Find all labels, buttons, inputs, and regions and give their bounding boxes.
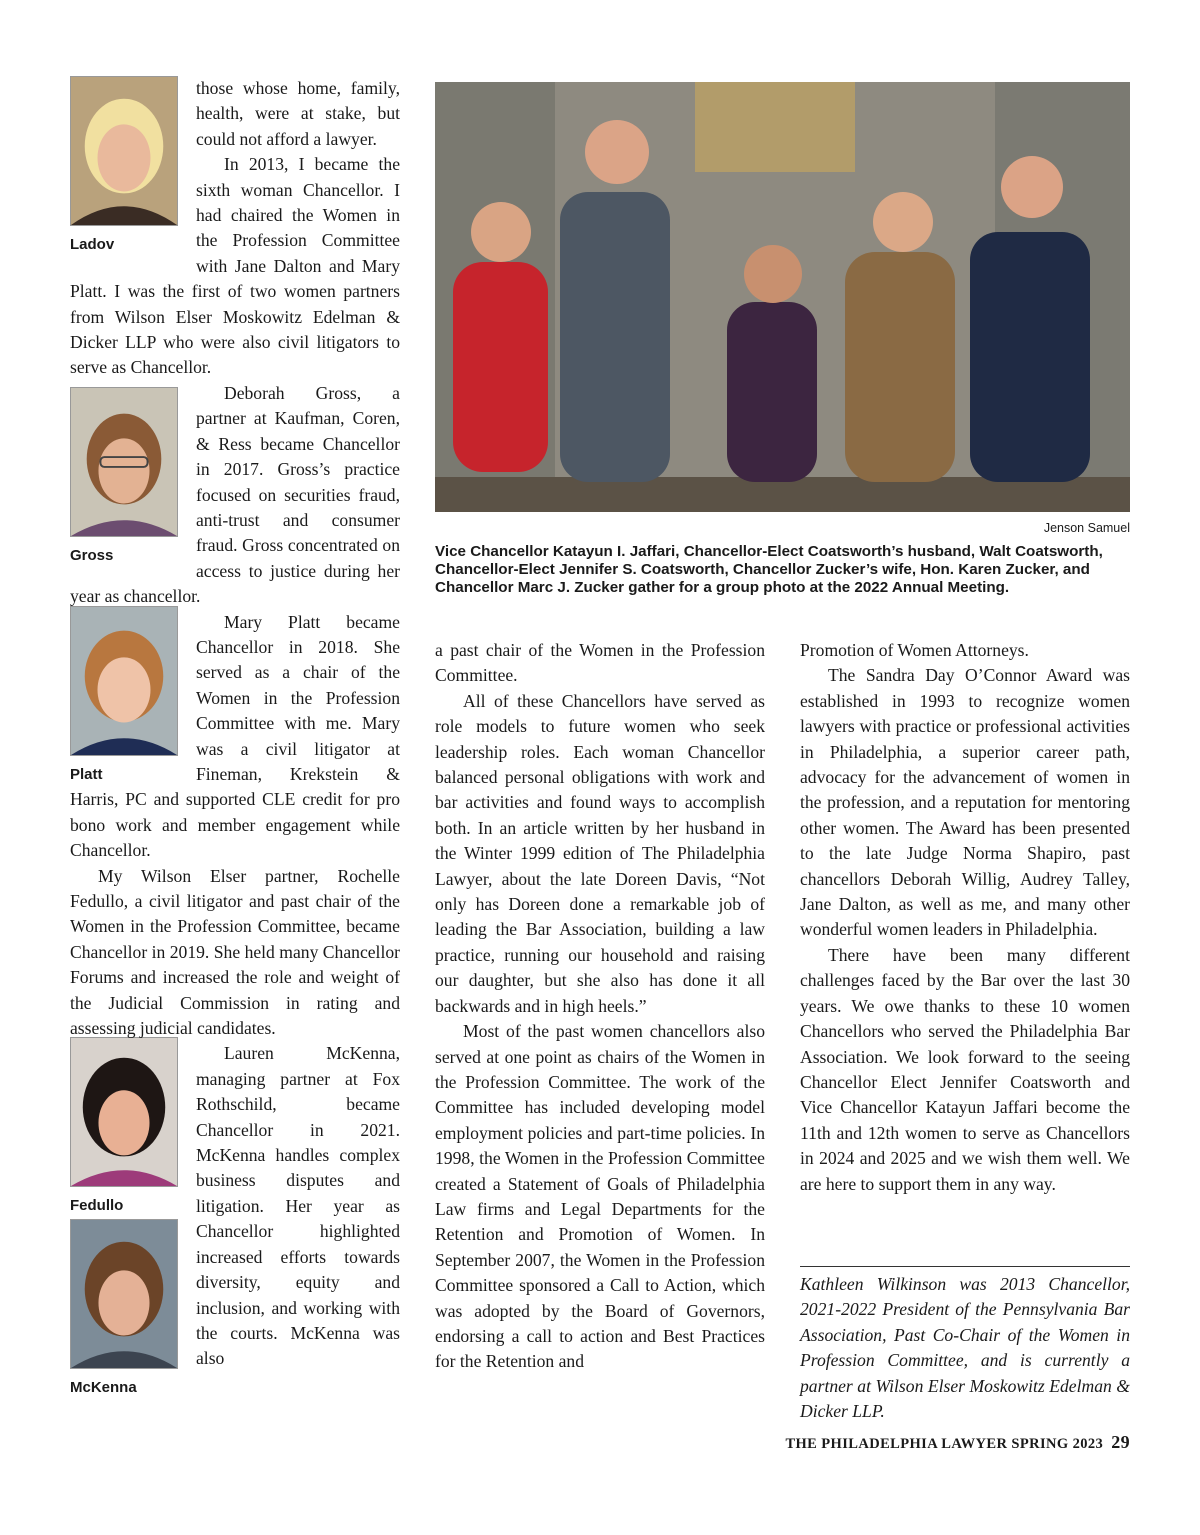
headshot-caption: McKenna: [70, 1379, 137, 1397]
headshot-caption: Fedullo: [70, 1197, 124, 1215]
author-bio: Kathleen Wilkinson was 2013 Chancellor, 2021-2022 President of the Pennsylvania Bar Association, Past Co-Chair of the Women in Profession Committee, and is currently a partner at Wilson Elser Moskowitz Edelman & Dicker LLP.: [800, 1274, 1130, 1422]
paragraph: Lauren McKenna, managing partner at Fox Rothschild, became Chancellor in 2021. McKenna handles complex business disputes and litigation. Her year as Chancellor highlighted increased efforts towards diversity, equity and inclusion, and working with the courts. McKenna was also: [196, 1043, 400, 1369]
headshot-platt: [70, 606, 178, 784]
headshot-ladov: [70, 76, 178, 254]
group-photo: [435, 82, 1130, 512]
headshot-caption: Ladov: [70, 236, 115, 253]
paragraph: Promotion of Women Attorneys.: [800, 640, 1029, 660]
paragraph: All of these Chancellors have served as role models to future women who seek leadership roles. Each woman Chancellor balanced personal obligations with work and bar activities and found ways to accomplish both. In an article written by her husband in the Winter 1999 edition of The Philadelphia Lawyer, about the late Doreen Davis, “Not only has Doreen done a remarkable job of leading the Bar Association, building a law practice, running our household and raising our daughter, but she also has done it all backwards and in high heels.”: [435, 690, 765, 1016]
photo-credit: Jenson Samuel: [1043, 521, 1130, 535]
platt-photo: [70, 606, 178, 756]
paragraph: Deborah Gross, a partner at Kaufman, Coren, & Ress became Chancellor in 2017. Gross’s practice focused on securities fraud, anti-trust and consumer fraud. Gross concentrated on access to justice during her year as chancellor.: [70, 382, 400, 607]
headshot-gross: [70, 387, 178, 565]
page-footer: [785, 1432, 1130, 1453]
page-number: 29: [1111, 1432, 1130, 1452]
article-column-3: [800, 638, 1130, 1197]
paragraph: In 2013, I became the sixth woman Chancellor. I had chaired the Women in the Profession Committee with Jane Dalton and Mary Platt. I was the first of two women partners from Wilson Elser Moskowitz Edelman & Dicker LLP who were also civil litigators to serve as Chancellor.: [70, 154, 400, 378]
paragraph: a past chair of the Women in the Profession Committee.: [435, 640, 765, 686]
photo-caption: Vice Chancellor Katayun I. Jaffari, Chancellor-Elect Coatsworth’s husband, Walt Coatsworth, Chancellor-Elect Jennifer S. Coatsworth, Chancellor Zucker’s wife, Hon. Karen Zucker, and Chancellor Marc J. Zucker gather for a group photo at the 2022 Annual Meeting.: [435, 543, 1103, 597]
paragraph: My Wilson Elser partner, Rochelle Fedullo, a civil litigator and past chair of the Women in the Profession Committee, became Chancellor in 2019. She held many Chancellor Forums and increased the role and weight of the Judicial Commission in rating and assessing judicial candidates.: [70, 865, 400, 1039]
bio-divider: [800, 1266, 1130, 1267]
fedullo-photo: [70, 1037, 178, 1187]
headshot-caption: Platt: [70, 765, 103, 783]
headshot-caption: Gross: [70, 546, 114, 564]
paragraph: There have been many different challenges faced by the Bar over the last 30 years. We owe thanks to these 10 women Chancellors who served the Philadelphia Bar Association. We look forward to the seeing Chancellor Elect Jennifer Coatsworth and Vice Chancellor Katayun Jaffari become the 11th and 12th women to serve as Chancellors in 2024 and 2025 and we wish them well. We are here to support them in any way.: [800, 944, 1130, 1194]
headshot-fedullo: [70, 1037, 178, 1215]
gross-photo: [70, 387, 178, 537]
publication-name: THE PHILADELPHIA LAWYER SPRING 2023: [785, 1436, 1104, 1452]
paragraph: those whose home, family, health, were at stake, but could not afford a lawyer.: [196, 78, 400, 149]
mckenna-photo: [70, 1219, 178, 1369]
paragraph: Mary Platt became Chancellor in 2018. She served as a chair of the Women in the Profession Committee with me. Mary was a civil litigator at Fineman, Krekstein & Harris, PC and supported CLE credit for pro bono work and member engagement while Chancellor.: [70, 611, 400, 861]
headshot-mckenna: [70, 1219, 178, 1397]
paragraph: The Sandra Day O’Connor Award was established in 1993 to recognize women lawyers with practice or professional activities in Philadelphia, a superior career path, advocacy for the advancement of women in the profession, and a reputation for mentoring other women. The Award has been presented to the late Judge Norma Shapiro, past chancellors Deborah Willig, Audrey Talley, Jane Dalton, as well as me, and many other wonderful women leaders in Philadelphia.: [800, 665, 1130, 940]
ladov-photo: [70, 76, 178, 226]
paragraph: Most of the past women chancellors also served at one point as chairs of the Women in the Profession Committee. The work of the Committee has included developing model employment policies and part-time policies. In 1998, the Women in the Profession Committee created a Statement of Goals of Philadelphia Law firms and Legal Departments for the Retention and Promotion of Women. In September 2007, the Women in the Profession Committee sponsored a Call to Action, which was adopted by the Board of Governors, endorsing a call to action and Best Practices for the Retention and: [435, 1021, 765, 1372]
article-column-1: [70, 76, 400, 1397]
article-column-2: [435, 638, 765, 1375]
